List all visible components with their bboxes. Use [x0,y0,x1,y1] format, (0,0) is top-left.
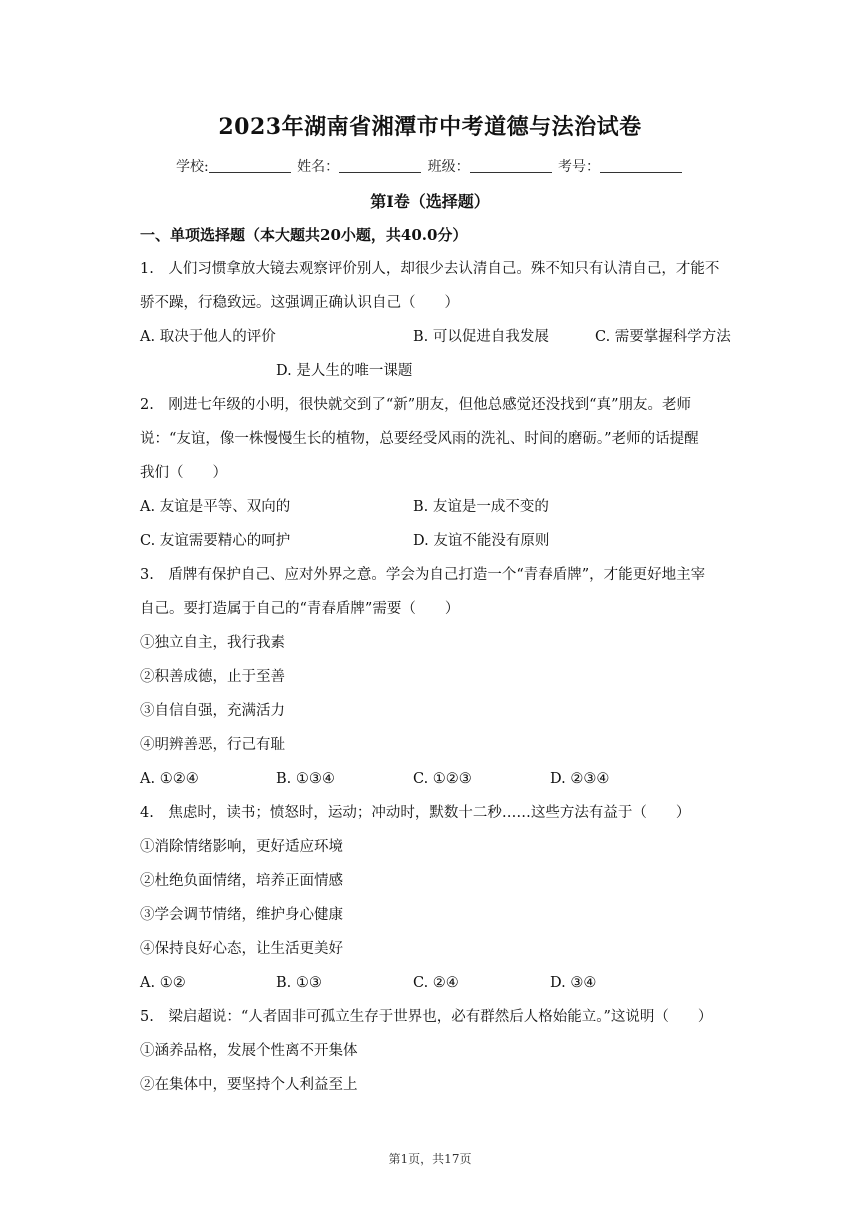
q3-options-row [140,762,750,796]
name-label: 姓名： [297,159,340,175]
q3-option-d: D. ②③④ [550,771,610,787]
q2-option-d: D. 友谊不能没有原则 [413,533,550,549]
page-title: 2023年湖南省湘潭市中考道德与法治试卷 [218,114,642,140]
q3-stem-line1: 3. 盾牌有保护自己、应对外界之意。学会为自己打造一个“青春盾牌”，才能更好地主宰 [140,567,706,583]
q1-option-a: A. 取决于他人的评价 [140,329,276,345]
q2-option-b: B. 友谊是一成不变的 [413,499,549,515]
page-footer: 第1页，共17页 [388,1152,472,1166]
q4-item-4: ④保持良好心态，让生活更美好 [140,941,343,957]
exam-no-blank [600,158,682,173]
student-info-row [0,156,860,176]
q4-item-2: ②杜绝负面情绪，培养正面情感 [140,873,343,889]
name-blank [339,158,421,173]
q5-item-1: ①涵养品格，发展个性离不开集体 [140,1043,358,1059]
q4-option-a: A. ①② [140,975,186,991]
q3-item-4: ④明辨善恶，行己有耻 [140,737,285,753]
q3-item-1: ①独立自主，我行我素 [140,635,285,651]
q1-stem-line1: 1. 人们习惯拿放大镜去观察评价别人，却很少去认清自己。殊不知只有认清自己，才能不 [140,261,720,277]
q2-options-row2 [140,524,750,558]
class-blank [470,158,552,173]
q2-stem-line1: 2. 刚进七年级的小明，很快就交到了“新”朋友，但他总感觉还没找到“真”朋友。老师 [140,397,691,413]
q2-option-c: C. 友谊需要精心的呵护 [140,533,291,549]
q3-stem-line2: 自己。要打造属于自己的“青春盾牌”需要（ ） [140,601,460,617]
q1-option-b: B. 可以促进自我发展 [413,329,549,345]
q2-options-row1 [140,490,750,524]
q1-options-row1 [140,320,750,354]
q5-item-2: ②在集体中，要坚持个人利益至上 [140,1077,358,1093]
q2-option-a: A. 友谊是平等、双向的 [140,499,291,515]
q1-options-row2 [140,354,750,388]
q3-item-2: ②积善成德，止于至善 [140,669,285,685]
q1-option-c: C. 需要掌握科学方法 [595,329,731,345]
q2-stem-line3: 我们（ ） [140,465,227,481]
q3-option-c: C. ①②③ [413,771,472,787]
q5-stem-line1: 5. 梁启超说：“人者固非可孤立生存于世界也，必有群然后人格始能立。”这说明（ ） [140,1009,713,1025]
question-body [140,218,750,1102]
q4-item-1: ①消除情绪影响，更好适应环境 [140,839,343,855]
volume-title: 第Ⅰ卷（选择题） [370,192,490,211]
q4-option-c: C. ②④ [413,975,459,991]
q3-option-b: B. ①③④ [276,771,335,787]
q2-stem-line2: 说：“友谊，像一株慢慢生长的植物，总要经受风雨的洗礼、时间的磨砺。”老师的话提醒 [140,431,699,447]
q1-option-d: D. 是人生的唯一课题 [276,363,413,379]
school-label: 学校: [175,159,209,175]
school-blank [209,158,291,173]
section-title: 一、单项选择题（本大题共20小题，共40.0分） [140,226,468,244]
q4-item-3: ③学会调节情绪，维护身心健康 [140,907,343,923]
q4-option-b: B. ①③ [276,975,322,991]
q4-options-row [140,966,750,1000]
q3-item-3: ③自信自强，充满活力 [140,703,285,719]
q4-stem-line1: 4. 焦虑时，读书；愤怒时，运动；冲动时，默数十二秒……这些方法有益于（ ） [140,805,691,821]
q1-stem-line2: 骄不躁，行稳致远。这强调正确认识自己（ ） [140,295,459,311]
exam-no-label: 考号： [558,159,601,175]
class-label: 班级： [427,159,470,175]
q4-option-d: D. ③④ [550,975,597,991]
q3-option-a: A. ①②④ [140,771,199,787]
